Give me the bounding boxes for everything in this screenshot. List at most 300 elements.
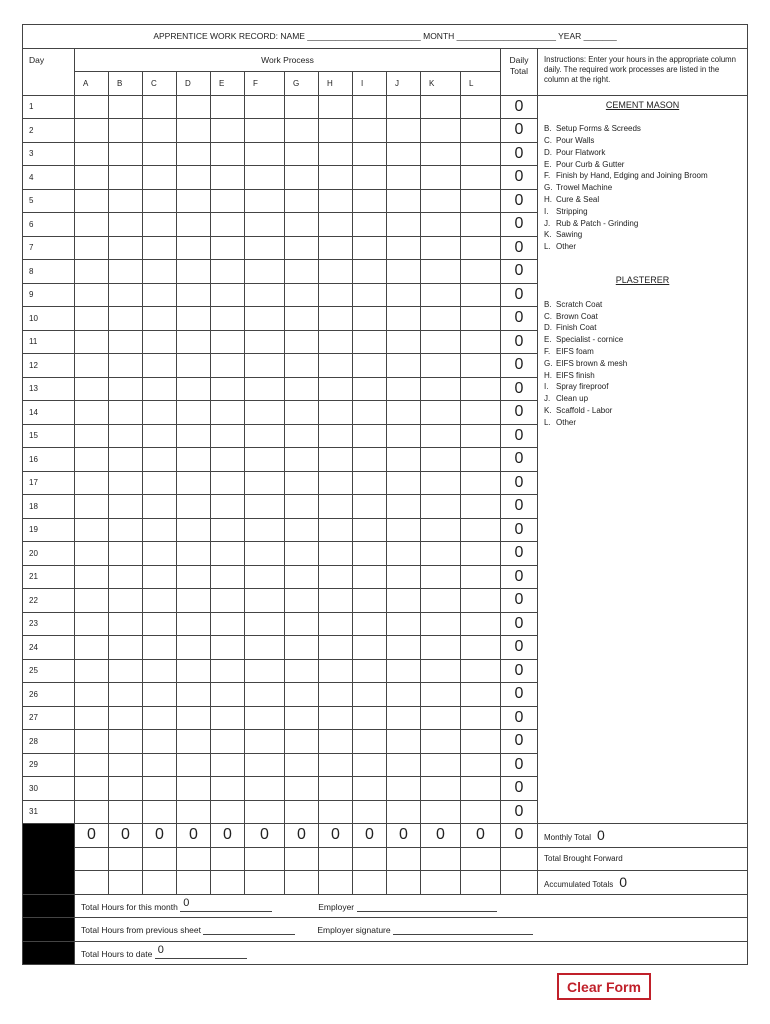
hours-cell[interactable]	[285, 283, 319, 307]
hours-cell[interactable]	[177, 518, 211, 542]
hours-cell[interactable]	[211, 213, 245, 237]
hours-cell[interactable]	[245, 283, 285, 307]
hours-cell[interactable]	[421, 518, 461, 542]
hours-cell[interactable]	[211, 142, 245, 166]
hours-cell[interactable]	[353, 565, 387, 589]
hours-cell[interactable]	[177, 260, 211, 284]
hours-cell[interactable]	[353, 260, 387, 284]
hours-cell[interactable]	[211, 542, 245, 566]
hours-cell[interactable]	[421, 565, 461, 589]
blank-cell[interactable]	[501, 871, 538, 895]
hours-cell[interactable]	[109, 589, 143, 613]
hours-cell[interactable]	[319, 495, 353, 519]
hours-cell[interactable]	[319, 95, 353, 119]
hours-cell[interactable]	[353, 800, 387, 824]
hours-cell[interactable]	[319, 730, 353, 754]
hours-cell[interactable]	[245, 636, 285, 660]
hours-cell[interactable]	[211, 236, 245, 260]
hours-cell[interactable]	[75, 330, 109, 354]
hours-cell[interactable]	[245, 142, 285, 166]
hours-cell[interactable]	[245, 236, 285, 260]
hours-cell[interactable]	[319, 307, 353, 331]
hours-cell[interactable]	[177, 706, 211, 730]
hours-cell[interactable]	[245, 95, 285, 119]
hours-cell[interactable]	[211, 283, 245, 307]
hours-cell[interactable]	[109, 730, 143, 754]
hours-cell[interactable]	[109, 283, 143, 307]
hours-cell[interactable]	[353, 612, 387, 636]
blank-cell[interactable]	[421, 871, 461, 895]
hours-cell[interactable]	[285, 424, 319, 448]
hours-cell[interactable]	[143, 495, 177, 519]
hours-cell[interactable]	[461, 495, 501, 519]
hours-cell[interactable]	[421, 213, 461, 237]
hours-cell[interactable]	[245, 401, 285, 425]
hours-cell[interactable]	[353, 683, 387, 707]
hours-cell[interactable]	[75, 377, 109, 401]
hours-cell[interactable]	[353, 377, 387, 401]
hours-cell[interactable]	[109, 95, 143, 119]
hours-cell[interactable]	[461, 589, 501, 613]
hours-cell[interactable]	[245, 307, 285, 331]
hours-cell[interactable]	[245, 777, 285, 801]
hours-cell[interactable]	[75, 659, 109, 683]
hours-cell[interactable]	[109, 236, 143, 260]
hours-cell[interactable]	[387, 354, 421, 378]
blank-cell[interactable]	[421, 847, 461, 871]
hours-cell[interactable]	[143, 307, 177, 331]
hours-cell[interactable]	[177, 142, 211, 166]
hours-cell[interactable]	[387, 753, 421, 777]
hours-cell[interactable]	[245, 518, 285, 542]
hours-cell[interactable]	[387, 166, 421, 190]
hours-cell[interactable]	[285, 401, 319, 425]
hours-cell[interactable]	[421, 448, 461, 472]
hours-cell[interactable]	[353, 636, 387, 660]
hours-cell[interactable]	[143, 659, 177, 683]
hours-cell[interactable]	[421, 377, 461, 401]
hours-cell[interactable]	[177, 565, 211, 589]
blank-cell[interactable]	[177, 847, 211, 871]
hours-cell[interactable]	[421, 612, 461, 636]
blank-cell[interactable]	[387, 871, 421, 895]
hours-cell[interactable]	[353, 471, 387, 495]
hours-cell[interactable]	[319, 800, 353, 824]
hours-cell[interactable]	[143, 589, 177, 613]
hours-cell[interactable]	[421, 636, 461, 660]
hours-cell[interactable]	[143, 189, 177, 213]
hours-cell[interactable]	[143, 283, 177, 307]
hours-cell[interactable]	[211, 800, 245, 824]
hours-cell[interactable]	[143, 542, 177, 566]
hours-cell[interactable]	[319, 189, 353, 213]
hours-cell[interactable]	[143, 612, 177, 636]
hours-cell[interactable]	[143, 213, 177, 237]
hours-cell[interactable]	[387, 706, 421, 730]
hours-cell[interactable]	[421, 589, 461, 613]
hours-cell[interactable]	[353, 777, 387, 801]
hours-cell[interactable]	[319, 236, 353, 260]
hours-cell[interactable]	[211, 706, 245, 730]
hours-cell[interactable]	[177, 753, 211, 777]
hours-cell[interactable]	[245, 683, 285, 707]
hours-cell[interactable]	[211, 166, 245, 190]
hours-cell[interactable]	[353, 730, 387, 754]
hours-cell[interactable]	[109, 565, 143, 589]
hours-cell[interactable]	[319, 706, 353, 730]
hours-cell[interactable]	[109, 518, 143, 542]
employer-signature-field[interactable]	[393, 923, 533, 935]
hours-cell[interactable]	[319, 565, 353, 589]
hours-cell[interactable]	[353, 589, 387, 613]
hours-cell[interactable]	[285, 753, 319, 777]
hours-cell[interactable]	[421, 706, 461, 730]
hours-cell[interactable]	[75, 424, 109, 448]
hours-cell[interactable]	[285, 612, 319, 636]
hours-cell[interactable]	[109, 260, 143, 284]
hours-cell[interactable]	[353, 236, 387, 260]
hours-cell[interactable]	[421, 330, 461, 354]
blank-cell[interactable]	[461, 871, 501, 895]
hours-cell[interactable]	[285, 236, 319, 260]
hours-cell[interactable]	[285, 495, 319, 519]
hours-cell[interactable]	[143, 683, 177, 707]
hours-cell[interactable]	[143, 448, 177, 472]
hours-cell[interactable]	[461, 236, 501, 260]
hours-cell[interactable]	[245, 495, 285, 519]
hours-cell[interactable]	[245, 730, 285, 754]
hours-cell[interactable]	[143, 777, 177, 801]
hours-cell[interactable]	[421, 471, 461, 495]
hours-cell[interactable]	[285, 307, 319, 331]
hours-cell[interactable]	[285, 589, 319, 613]
hours-cell[interactable]	[461, 401, 501, 425]
hours-cell[interactable]	[211, 377, 245, 401]
hours-cell[interactable]	[245, 542, 285, 566]
hours-cell[interactable]	[387, 683, 421, 707]
hours-cell[interactable]	[211, 753, 245, 777]
hours-cell[interactable]	[211, 354, 245, 378]
hours-cell[interactable]	[319, 518, 353, 542]
hours-cell[interactable]	[285, 213, 319, 237]
blank-cell[interactable]	[75, 871, 109, 895]
hours-cell[interactable]	[75, 260, 109, 284]
hours-cell[interactable]	[177, 636, 211, 660]
hours-cell[interactable]	[421, 236, 461, 260]
hours-cell[interactable]	[319, 401, 353, 425]
hours-cell[interactable]	[75, 142, 109, 166]
hours-cell[interactable]	[421, 683, 461, 707]
blank-cell[interactable]	[353, 847, 387, 871]
hours-cell[interactable]	[245, 330, 285, 354]
hours-cell[interactable]	[245, 659, 285, 683]
hours-cell[interactable]	[75, 730, 109, 754]
hours-cell[interactable]	[245, 354, 285, 378]
hours-cell[interactable]	[387, 777, 421, 801]
hours-cell[interactable]	[75, 189, 109, 213]
hours-cell[interactable]	[461, 683, 501, 707]
hours-cell[interactable]	[177, 236, 211, 260]
hours-cell[interactable]	[177, 330, 211, 354]
hours-cell[interactable]	[387, 213, 421, 237]
hours-cell[interactable]	[285, 659, 319, 683]
hours-cell[interactable]	[285, 166, 319, 190]
hours-cell[interactable]	[353, 706, 387, 730]
hours-cell[interactable]	[319, 166, 353, 190]
hours-cell[interactable]	[353, 495, 387, 519]
hours-cell[interactable]	[461, 166, 501, 190]
hours-cell[interactable]	[421, 542, 461, 566]
hours-cell[interactable]	[461, 142, 501, 166]
hours-cell[interactable]	[245, 166, 285, 190]
hours-cell[interactable]	[211, 260, 245, 284]
hours-cell[interactable]	[285, 636, 319, 660]
blank-cell[interactable]	[501, 847, 538, 871]
hours-cell[interactable]	[143, 753, 177, 777]
hours-cell[interactable]	[285, 95, 319, 119]
hours-cell[interactable]	[319, 260, 353, 284]
hours-cell[interactable]	[285, 189, 319, 213]
hours-cell[interactable]	[109, 166, 143, 190]
hours-cell[interactable]	[387, 260, 421, 284]
hours-cell[interactable]	[75, 213, 109, 237]
hours-cell[interactable]	[387, 565, 421, 589]
hours-cell[interactable]	[75, 683, 109, 707]
blank-cell[interactable]	[143, 847, 177, 871]
hours-cell[interactable]	[109, 659, 143, 683]
hours-cell[interactable]	[143, 518, 177, 542]
hours-cell[interactable]	[75, 95, 109, 119]
hours-cell[interactable]	[387, 542, 421, 566]
blank-cell[interactable]	[109, 847, 143, 871]
hours-cell[interactable]	[211, 495, 245, 519]
hours-cell[interactable]	[177, 542, 211, 566]
hours-cell[interactable]	[285, 683, 319, 707]
hours-cell[interactable]	[109, 424, 143, 448]
hours-cell[interactable]	[211, 659, 245, 683]
hours-cell[interactable]	[177, 683, 211, 707]
hours-cell[interactable]	[387, 659, 421, 683]
hours-cell[interactable]	[177, 495, 211, 519]
hours-cell[interactable]	[421, 119, 461, 143]
hours-cell[interactable]	[421, 777, 461, 801]
hours-cell[interactable]	[353, 659, 387, 683]
hours-cell[interactable]	[177, 777, 211, 801]
hours-cell[interactable]	[177, 119, 211, 143]
hours-cell[interactable]	[353, 213, 387, 237]
hours-cell[interactable]	[387, 424, 421, 448]
hours-cell[interactable]	[353, 542, 387, 566]
hours-cell[interactable]	[245, 260, 285, 284]
hours-cell[interactable]	[461, 471, 501, 495]
hours-cell[interactable]	[353, 448, 387, 472]
hours-cell[interactable]	[421, 354, 461, 378]
hours-cell[interactable]	[211, 636, 245, 660]
hours-cell[interactable]	[319, 377, 353, 401]
hours-cell[interactable]	[387, 142, 421, 166]
hours-cell[interactable]	[285, 354, 319, 378]
hours-cell[interactable]	[421, 142, 461, 166]
hours-cell[interactable]	[177, 424, 211, 448]
hours-cell[interactable]	[177, 189, 211, 213]
hours-cell[interactable]	[285, 377, 319, 401]
hours-cell[interactable]	[75, 565, 109, 589]
hours-cell[interactable]	[143, 330, 177, 354]
hours-cell[interactable]	[285, 706, 319, 730]
hours-cell[interactable]	[143, 260, 177, 284]
hours-cell[interactable]	[75, 706, 109, 730]
blank-cell[interactable]	[461, 847, 501, 871]
hours-cell[interactable]	[461, 659, 501, 683]
hours-cell[interactable]	[421, 424, 461, 448]
hours-cell[interactable]	[143, 95, 177, 119]
blank-cell[interactable]	[245, 847, 285, 871]
hours-cell[interactable]	[387, 636, 421, 660]
hours-cell[interactable]	[211, 565, 245, 589]
hours-cell[interactable]	[421, 495, 461, 519]
hours-cell[interactable]	[353, 401, 387, 425]
hours-cell[interactable]	[75, 589, 109, 613]
hours-cell[interactable]	[245, 800, 285, 824]
hours-cell[interactable]	[109, 307, 143, 331]
hours-cell[interactable]	[109, 753, 143, 777]
hours-cell[interactable]	[245, 424, 285, 448]
hours-cell[interactable]	[353, 518, 387, 542]
hours-cell[interactable]	[387, 377, 421, 401]
hours-cell[interactable]	[109, 213, 143, 237]
hours-cell[interactable]	[143, 471, 177, 495]
hours-cell[interactable]	[75, 283, 109, 307]
hours-cell[interactable]	[109, 777, 143, 801]
blank-cell[interactable]	[143, 871, 177, 895]
hours-cell[interactable]	[285, 777, 319, 801]
hours-cell[interactable]	[211, 307, 245, 331]
hours-cell[interactable]	[177, 730, 211, 754]
hours-cell[interactable]	[109, 377, 143, 401]
hours-cell[interactable]	[461, 612, 501, 636]
hours-cell[interactable]	[387, 495, 421, 519]
hours-cell[interactable]	[75, 753, 109, 777]
hours-cell[interactable]	[75, 800, 109, 824]
hours-cell[interactable]	[285, 330, 319, 354]
hours-cell[interactable]	[461, 283, 501, 307]
hours-month-field[interactable]	[180, 896, 272, 912]
hours-cell[interactable]	[421, 95, 461, 119]
hours-cell[interactable]	[177, 612, 211, 636]
hours-cell[interactable]	[461, 330, 501, 354]
hours-cell[interactable]	[211, 424, 245, 448]
hours-cell[interactable]	[319, 659, 353, 683]
hours-cell[interactable]	[211, 518, 245, 542]
hours-cell[interactable]	[319, 612, 353, 636]
hours-cell[interactable]	[421, 659, 461, 683]
hours-cell[interactable]	[143, 730, 177, 754]
hours-cell[interactable]	[387, 518, 421, 542]
hours-previous-field[interactable]	[203, 923, 295, 935]
hours-cell[interactable]	[285, 142, 319, 166]
hours-cell[interactable]	[421, 189, 461, 213]
hours-cell[interactable]	[353, 330, 387, 354]
hours-cell[interactable]	[143, 166, 177, 190]
hours-cell[interactable]	[319, 213, 353, 237]
hours-cell[interactable]	[143, 636, 177, 660]
hours-cell[interactable]	[461, 730, 501, 754]
hours-cell[interactable]	[353, 424, 387, 448]
hours-cell[interactable]	[177, 401, 211, 425]
hours-to-date-field[interactable]	[155, 943, 247, 959]
hours-cell[interactable]	[177, 95, 211, 119]
hours-cell[interactable]	[319, 283, 353, 307]
clear-form-button[interactable]: Clear Form	[557, 973, 651, 1000]
hours-cell[interactable]	[143, 354, 177, 378]
hours-cell[interactable]	[211, 95, 245, 119]
hours-cell[interactable]	[285, 565, 319, 589]
hours-cell[interactable]	[319, 448, 353, 472]
hours-cell[interactable]	[211, 683, 245, 707]
hours-cell[interactable]	[109, 636, 143, 660]
hours-cell[interactable]	[75, 166, 109, 190]
hours-cell[interactable]	[109, 706, 143, 730]
hours-cell[interactable]	[319, 330, 353, 354]
hours-cell[interactable]	[109, 119, 143, 143]
hours-cell[interactable]	[461, 377, 501, 401]
hours-cell[interactable]	[461, 260, 501, 284]
hours-cell[interactable]	[109, 471, 143, 495]
hours-cell[interactable]	[387, 448, 421, 472]
hours-cell[interactable]	[353, 95, 387, 119]
hours-cell[interactable]	[285, 518, 319, 542]
hours-cell[interactable]	[211, 589, 245, 613]
hours-cell[interactable]	[109, 448, 143, 472]
hours-cell[interactable]	[75, 542, 109, 566]
hours-cell[interactable]	[353, 166, 387, 190]
hours-cell[interactable]	[245, 377, 285, 401]
blank-cell[interactable]	[285, 847, 319, 871]
hours-cell[interactable]	[245, 612, 285, 636]
hours-cell[interactable]	[387, 330, 421, 354]
hours-cell[interactable]	[461, 542, 501, 566]
hours-cell[interactable]	[461, 518, 501, 542]
hours-cell[interactable]	[177, 307, 211, 331]
hours-cell[interactable]	[387, 730, 421, 754]
hours-cell[interactable]	[353, 354, 387, 378]
hours-cell[interactable]	[387, 307, 421, 331]
hours-cell[interactable]	[211, 330, 245, 354]
blank-cell[interactable]	[75, 847, 109, 871]
hours-cell[interactable]	[75, 518, 109, 542]
hours-cell[interactable]	[285, 119, 319, 143]
blank-cell[interactable]	[177, 871, 211, 895]
hours-cell[interactable]	[461, 213, 501, 237]
hours-cell[interactable]	[177, 283, 211, 307]
hours-cell[interactable]	[143, 236, 177, 260]
hours-cell[interactable]	[75, 236, 109, 260]
hours-cell[interactable]	[109, 612, 143, 636]
hours-cell[interactable]	[319, 424, 353, 448]
hours-cell[interactable]	[319, 777, 353, 801]
hours-cell[interactable]	[285, 471, 319, 495]
hours-cell[interactable]	[75, 307, 109, 331]
hours-cell[interactable]	[177, 213, 211, 237]
hours-cell[interactable]	[421, 166, 461, 190]
hours-cell[interactable]	[353, 119, 387, 143]
hours-cell[interactable]	[319, 589, 353, 613]
hours-cell[interactable]	[387, 189, 421, 213]
hours-cell[interactable]	[245, 448, 285, 472]
hours-cell[interactable]	[461, 448, 501, 472]
hours-cell[interactable]	[353, 283, 387, 307]
hours-cell[interactable]	[421, 730, 461, 754]
